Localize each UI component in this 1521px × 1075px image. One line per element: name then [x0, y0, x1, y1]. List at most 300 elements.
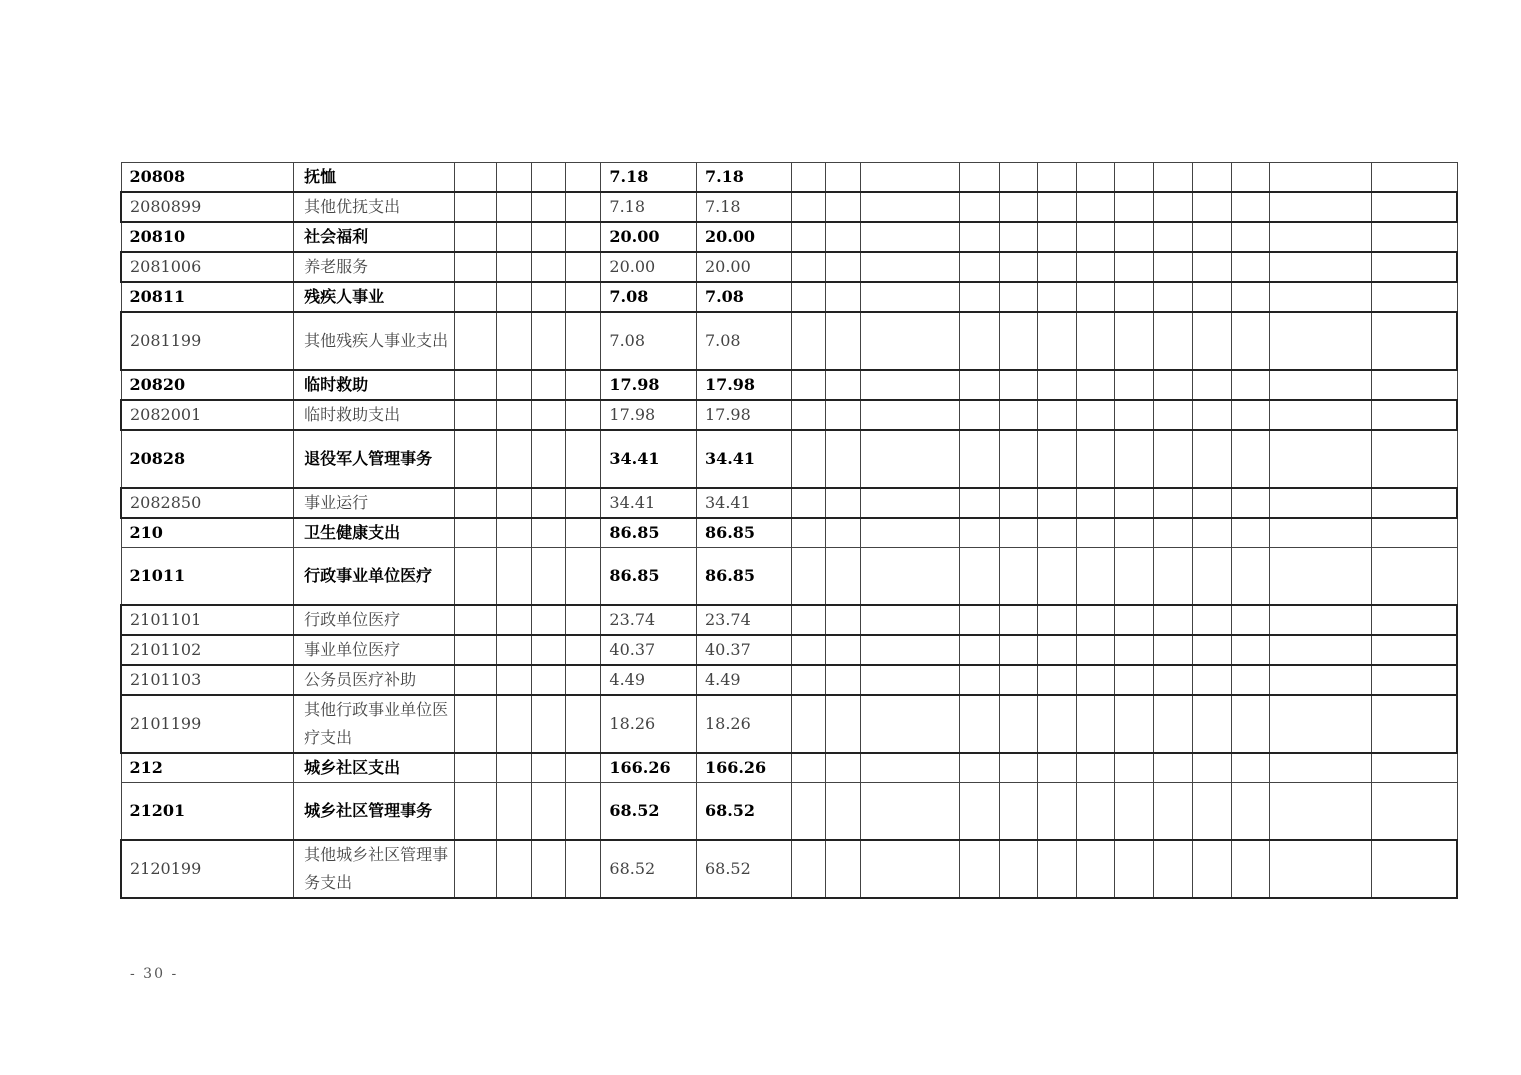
empty-cell — [1038, 753, 1077, 783]
empty-cell — [531, 400, 566, 430]
empty-cell — [1077, 665, 1115, 695]
empty-cell — [1232, 282, 1270, 312]
table-row — [121, 163, 1457, 193]
empty-cell — [1372, 222, 1457, 252]
table-row — [121, 695, 1457, 753]
empty-cell — [496, 518, 531, 548]
empty-cell — [826, 163, 861, 193]
empty-cell — [531, 783, 566, 841]
empty-cell — [1154, 665, 1193, 695]
empty-cell — [1000, 488, 1038, 518]
amount-cell: 23.74 — [696, 605, 791, 635]
empty-cell — [1193, 548, 1232, 606]
subject-code-cell: 2101101 — [121, 605, 294, 635]
subject-name-cell: 其他行政事业单位医疗支出 — [294, 695, 455, 753]
amount-cell: 34.41 — [696, 430, 791, 488]
empty-cell — [1154, 635, 1193, 665]
amount-cell: 4.49 — [601, 665, 697, 695]
empty-cell — [566, 370, 601, 400]
empty-cell — [496, 163, 531, 193]
empty-cell — [1270, 695, 1372, 753]
empty-cell — [455, 783, 496, 841]
empty-cell — [960, 192, 1000, 222]
empty-cell — [960, 635, 1000, 665]
amount-cell: 17.98 — [601, 400, 697, 430]
empty-cell — [861, 370, 960, 400]
empty-cell — [1077, 783, 1115, 841]
empty-cell — [861, 312, 960, 370]
empty-cell — [1154, 783, 1193, 841]
table-row — [121, 753, 1457, 783]
empty-cell — [1154, 312, 1193, 370]
empty-cell — [1270, 635, 1372, 665]
empty-cell — [1077, 282, 1115, 312]
amount-cell: 86.85 — [601, 548, 697, 606]
empty-cell — [1270, 400, 1372, 430]
empty-cell — [960, 370, 1000, 400]
table-body — [121, 163, 1457, 899]
empty-cell — [496, 192, 531, 222]
empty-cell — [791, 840, 826, 898]
empty-cell — [496, 430, 531, 488]
empty-cell — [455, 163, 496, 193]
empty-cell — [960, 753, 1000, 783]
table-row — [121, 282, 1457, 312]
empty-cell — [1193, 430, 1232, 488]
empty-cell — [791, 635, 826, 665]
empty-cell — [455, 548, 496, 606]
empty-cell — [1038, 252, 1077, 282]
empty-cell — [566, 518, 601, 548]
amount-cell: 20.00 — [601, 252, 697, 282]
empty-cell — [1000, 312, 1038, 370]
empty-cell — [531, 840, 566, 898]
empty-cell — [791, 430, 826, 488]
empty-cell — [496, 783, 531, 841]
empty-cell — [1038, 665, 1077, 695]
empty-cell — [531, 605, 566, 635]
empty-cell — [496, 370, 531, 400]
amount-cell: 68.52 — [696, 840, 791, 898]
empty-cell — [1038, 548, 1077, 606]
empty-cell — [1270, 518, 1372, 548]
empty-cell — [1154, 282, 1193, 312]
subject-code-cell: 2082850 — [121, 488, 294, 518]
empty-cell — [1232, 783, 1270, 841]
empty-cell — [1038, 488, 1077, 518]
empty-cell — [1372, 370, 1457, 400]
empty-cell — [1077, 222, 1115, 252]
empty-cell — [566, 548, 601, 606]
empty-cell — [1154, 488, 1193, 518]
amount-cell: 7.18 — [696, 163, 791, 193]
empty-cell — [496, 605, 531, 635]
empty-cell — [1232, 430, 1270, 488]
empty-cell — [531, 222, 566, 252]
empty-cell — [1077, 518, 1115, 548]
empty-cell — [1372, 753, 1457, 783]
subject-name-cell: 卫生健康支出 — [294, 518, 455, 548]
empty-cell — [1372, 665, 1457, 695]
empty-cell — [1193, 488, 1232, 518]
empty-cell — [566, 783, 601, 841]
table-row — [121, 312, 1457, 370]
empty-cell — [791, 370, 826, 400]
empty-cell — [861, 400, 960, 430]
empty-cell — [1372, 192, 1457, 222]
amount-cell: 7.08 — [696, 312, 791, 370]
empty-cell — [791, 605, 826, 635]
empty-cell — [1193, 312, 1232, 370]
table-row — [121, 635, 1457, 665]
empty-cell — [791, 548, 826, 606]
empty-cell — [455, 430, 496, 488]
empty-cell — [1232, 665, 1270, 695]
empty-cell — [1077, 840, 1115, 898]
amount-cell: 40.37 — [696, 635, 791, 665]
empty-cell — [1038, 840, 1077, 898]
empty-cell — [791, 222, 826, 252]
empty-cell — [1077, 548, 1115, 606]
empty-cell — [531, 430, 566, 488]
empty-cell — [531, 163, 566, 193]
table-row — [121, 222, 1457, 252]
subject-name-cell: 退役军人管理事务 — [294, 430, 455, 488]
empty-cell — [1000, 370, 1038, 400]
empty-cell — [1154, 430, 1193, 488]
empty-cell — [1193, 518, 1232, 548]
empty-cell — [1372, 605, 1457, 635]
empty-cell — [1372, 783, 1457, 841]
empty-cell — [826, 400, 861, 430]
empty-cell — [826, 518, 861, 548]
empty-cell — [791, 400, 826, 430]
empty-cell — [531, 665, 566, 695]
empty-cell — [1115, 753, 1154, 783]
empty-cell — [1193, 635, 1232, 665]
subject-code-cell: 21201 — [121, 783, 294, 841]
empty-cell — [455, 635, 496, 665]
subject-code-cell: 2101102 — [121, 635, 294, 665]
empty-cell — [1372, 282, 1457, 312]
empty-cell — [496, 753, 531, 783]
empty-cell — [960, 222, 1000, 252]
empty-cell — [1000, 840, 1038, 898]
empty-cell — [1193, 192, 1232, 222]
empty-cell — [531, 695, 566, 753]
empty-cell — [826, 665, 861, 695]
empty-cell — [496, 635, 531, 665]
empty-cell — [1232, 400, 1270, 430]
table-row — [121, 605, 1457, 635]
empty-cell — [1270, 252, 1372, 282]
empty-cell — [1193, 370, 1232, 400]
subject-code-cell: 20810 — [121, 222, 294, 252]
empty-cell — [826, 282, 861, 312]
empty-cell — [566, 665, 601, 695]
amount-cell: 18.26 — [696, 695, 791, 753]
empty-cell — [531, 282, 566, 312]
subject-code-cell: 2120199 — [121, 840, 294, 898]
empty-cell — [1038, 430, 1077, 488]
empty-cell — [1154, 400, 1193, 430]
empty-cell — [826, 430, 861, 488]
subject-name-cell: 公务员医疗补助 — [294, 665, 455, 695]
amount-cell: 7.08 — [696, 282, 791, 312]
empty-cell — [1232, 163, 1270, 193]
empty-cell — [566, 753, 601, 783]
empty-cell — [566, 282, 601, 312]
empty-cell — [1115, 192, 1154, 222]
amount-cell: 20.00 — [696, 222, 791, 252]
subject-name-cell: 事业单位医疗 — [294, 635, 455, 665]
subject-code-cell: 2081006 — [121, 252, 294, 282]
empty-cell — [566, 488, 601, 518]
empty-cell — [861, 163, 960, 193]
empty-cell — [1115, 370, 1154, 400]
empty-cell — [1154, 252, 1193, 282]
empty-cell — [1154, 605, 1193, 635]
subject-name-cell: 事业运行 — [294, 488, 455, 518]
empty-cell — [566, 695, 601, 753]
empty-cell — [1372, 488, 1457, 518]
empty-cell — [1077, 488, 1115, 518]
amount-cell: 40.37 — [601, 635, 697, 665]
empty-cell — [960, 840, 1000, 898]
empty-cell — [1115, 548, 1154, 606]
empty-cell — [826, 192, 861, 222]
empty-cell — [1000, 518, 1038, 548]
empty-cell — [1154, 753, 1193, 783]
empty-cell — [566, 635, 601, 665]
empty-cell — [496, 548, 531, 606]
empty-cell — [1077, 163, 1115, 193]
empty-cell — [1270, 605, 1372, 635]
empty-cell — [1270, 665, 1372, 695]
empty-cell — [1077, 753, 1115, 783]
table-row — [121, 548, 1457, 606]
empty-cell — [1000, 192, 1038, 222]
empty-cell — [861, 605, 960, 635]
subject-name-cell: 城乡社区管理事务 — [294, 783, 455, 841]
empty-cell — [1115, 518, 1154, 548]
empty-cell — [1038, 695, 1077, 753]
empty-cell — [1232, 635, 1270, 665]
empty-cell — [1000, 400, 1038, 430]
empty-cell — [1232, 252, 1270, 282]
empty-cell — [826, 635, 861, 665]
empty-cell — [1154, 370, 1193, 400]
amount-cell: 7.08 — [601, 312, 697, 370]
table-row — [121, 840, 1457, 898]
empty-cell — [1270, 370, 1372, 400]
table-row — [121, 430, 1457, 488]
amount-cell: 17.98 — [601, 370, 697, 400]
empty-cell — [1270, 312, 1372, 370]
subject-code-cell: 20828 — [121, 430, 294, 488]
empty-cell — [1232, 312, 1270, 370]
amount-cell: 7.08 — [601, 282, 697, 312]
empty-cell — [826, 488, 861, 518]
table-row — [121, 252, 1457, 282]
empty-cell — [1232, 840, 1270, 898]
empty-cell — [960, 695, 1000, 753]
empty-cell — [826, 840, 861, 898]
subject-name-cell: 抚恤 — [294, 163, 455, 193]
empty-cell — [791, 163, 826, 193]
empty-cell — [960, 518, 1000, 548]
empty-cell — [566, 430, 601, 488]
subject-name-cell: 行政单位医疗 — [294, 605, 455, 635]
empty-cell — [455, 312, 496, 370]
empty-cell — [861, 548, 960, 606]
subject-code-cell: 2101199 — [121, 695, 294, 753]
empty-cell — [791, 488, 826, 518]
empty-cell — [960, 282, 1000, 312]
table-row — [121, 370, 1457, 400]
subject-code-cell: 20808 — [121, 163, 294, 193]
empty-cell — [861, 518, 960, 548]
empty-cell — [566, 605, 601, 635]
empty-cell — [1270, 222, 1372, 252]
empty-cell — [791, 518, 826, 548]
amount-cell: 18.26 — [601, 695, 697, 753]
empty-cell — [960, 312, 1000, 370]
empty-cell — [1372, 548, 1457, 606]
amount-cell: 20.00 — [696, 252, 791, 282]
empty-cell — [496, 282, 531, 312]
empty-cell — [791, 783, 826, 841]
empty-cell — [531, 488, 566, 518]
subject-name-cell: 临时救助支出 — [294, 400, 455, 430]
empty-cell — [1077, 400, 1115, 430]
amount-cell: 86.85 — [696, 548, 791, 606]
empty-cell — [1232, 192, 1270, 222]
empty-cell — [1270, 840, 1372, 898]
empty-cell — [496, 400, 531, 430]
empty-cell — [1038, 192, 1077, 222]
table-row — [121, 783, 1457, 841]
empty-cell — [960, 488, 1000, 518]
empty-cell — [1000, 282, 1038, 312]
subject-code-cell: 20811 — [121, 282, 294, 312]
empty-cell — [1232, 605, 1270, 635]
empty-cell — [566, 222, 601, 252]
subject-name-cell: 残疾人事业 — [294, 282, 455, 312]
empty-cell — [960, 252, 1000, 282]
empty-cell — [1270, 783, 1372, 841]
empty-cell — [1154, 192, 1193, 222]
empty-cell — [1193, 163, 1232, 193]
subject-code-cell: 212 — [121, 753, 294, 783]
empty-cell — [531, 370, 566, 400]
empty-cell — [455, 605, 496, 635]
empty-cell — [1115, 400, 1154, 430]
amount-cell: 34.41 — [601, 430, 697, 488]
empty-cell — [1000, 753, 1038, 783]
empty-cell — [1270, 163, 1372, 193]
empty-cell — [1193, 753, 1232, 783]
subject-code-cell: 20820 — [121, 370, 294, 400]
amount-cell: 86.85 — [601, 518, 697, 548]
empty-cell — [566, 840, 601, 898]
empty-cell — [861, 282, 960, 312]
empty-cell — [861, 840, 960, 898]
empty-cell — [496, 222, 531, 252]
empty-cell — [1115, 840, 1154, 898]
empty-cell — [531, 753, 566, 783]
empty-cell — [455, 252, 496, 282]
empty-cell — [455, 192, 496, 222]
empty-cell — [1232, 370, 1270, 400]
empty-cell — [1115, 635, 1154, 665]
empty-cell — [496, 695, 531, 753]
empty-cell — [1115, 312, 1154, 370]
amount-cell: 7.18 — [696, 192, 791, 222]
empty-cell — [1270, 488, 1372, 518]
empty-cell — [791, 192, 826, 222]
subject-name-cell: 其他残疾人事业支出 — [294, 312, 455, 370]
empty-cell — [861, 252, 960, 282]
empty-cell — [1270, 548, 1372, 606]
subject-code-cell: 2082001 — [121, 400, 294, 430]
empty-cell — [826, 605, 861, 635]
empty-cell — [1115, 605, 1154, 635]
empty-cell — [826, 753, 861, 783]
empty-cell — [1193, 840, 1232, 898]
empty-cell — [1038, 282, 1077, 312]
empty-cell — [1232, 548, 1270, 606]
empty-cell — [1154, 163, 1193, 193]
empty-cell — [1077, 192, 1115, 222]
empty-cell — [566, 163, 601, 193]
empty-cell — [1193, 282, 1232, 312]
empty-cell — [455, 695, 496, 753]
amount-cell: 86.85 — [696, 518, 791, 548]
empty-cell — [1115, 282, 1154, 312]
empty-cell — [1372, 695, 1457, 753]
empty-cell — [1193, 400, 1232, 430]
empty-cell — [1000, 430, 1038, 488]
empty-cell — [1154, 518, 1193, 548]
empty-cell — [1372, 635, 1457, 665]
empty-cell — [960, 163, 1000, 193]
amount-cell: 34.41 — [696, 488, 791, 518]
empty-cell — [1038, 370, 1077, 400]
empty-cell — [861, 695, 960, 753]
empty-cell — [1193, 695, 1232, 753]
subject-name-cell: 城乡社区支出 — [294, 753, 455, 783]
page-number: - 30 - — [130, 966, 179, 982]
empty-cell — [455, 488, 496, 518]
table-row — [121, 400, 1457, 430]
amount-cell: 166.26 — [601, 753, 697, 783]
empty-cell — [1372, 163, 1457, 193]
empty-cell — [960, 430, 1000, 488]
empty-cell — [826, 370, 861, 400]
empty-cell — [531, 548, 566, 606]
empty-cell — [1038, 783, 1077, 841]
empty-cell — [1038, 635, 1077, 665]
subject-name-cell: 临时救助 — [294, 370, 455, 400]
empty-cell — [861, 635, 960, 665]
empty-cell — [861, 192, 960, 222]
empty-cell — [960, 665, 1000, 695]
empty-cell — [1000, 665, 1038, 695]
empty-cell — [1038, 605, 1077, 635]
empty-cell — [826, 783, 861, 841]
empty-cell — [826, 695, 861, 753]
